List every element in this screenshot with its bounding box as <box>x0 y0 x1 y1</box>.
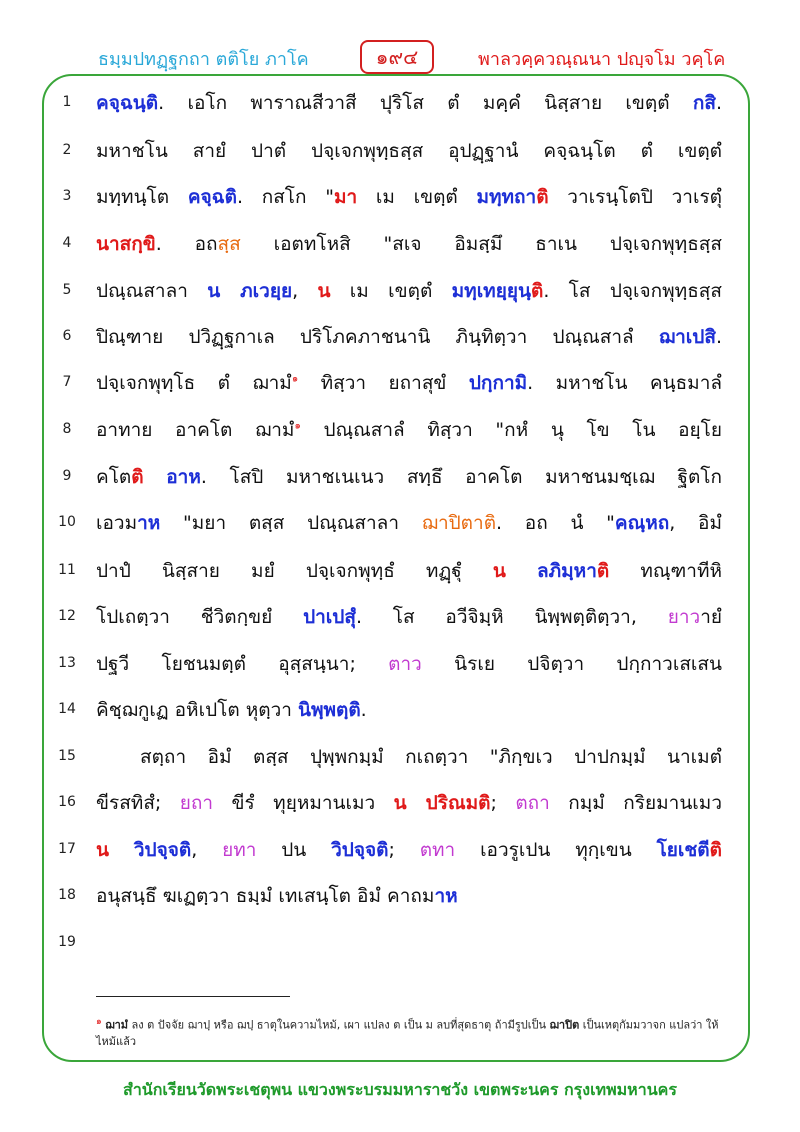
text: . <box>360 699 367 721</box>
keyword-red: น <box>317 280 331 302</box>
text-line-9 <box>96 462 722 492</box>
keyword: คจฺฉนฺติ <box>96 92 159 114</box>
footnote-term: ฌาปิต <box>549 1018 580 1032</box>
text-line-15 <box>96 742 722 772</box>
keyword-magenta: ตาว <box>388 653 422 675</box>
text: เอวรูเปน ทุกฺเขน <box>455 839 657 861</box>
keyword-magenta: ตถา <box>515 792 550 814</box>
text: , อิมํ <box>669 512 722 534</box>
text-line-14 <box>96 695 722 725</box>
text-line-2 <box>96 136 722 166</box>
text: โปเถตฺวา ชีวิตกฺขยํ <box>96 606 304 628</box>
text-line-13 <box>96 649 722 679</box>
footnote-text: เป็นเหตุกัมมวาจก แปลว่า ให้ไหม้แล้ว <box>96 1018 719 1048</box>
keyword-red: น <box>96 839 109 861</box>
footnote-text: ลง ต ปัจจัย ฌาปฺ หรือ ฌปฺ ธาตุในความไหม้, เผา แปลง ต เป็น ม ลบที่สุดธาตุ ถ้ามีรูปเป็น <box>128 1018 550 1032</box>
header-title-left: ธมฺมปทฏฺฐกถา ตติโย ภาโค <box>98 49 309 70</box>
keyword-red: ติ <box>709 839 722 861</box>
keyword-orange: ฌาปิตาติ <box>421 512 497 534</box>
text: ขีรสทิสํ; <box>96 792 180 814</box>
text: เอวม <box>96 512 138 534</box>
text: คโต <box>96 466 132 488</box>
text: ปน <box>256 839 332 861</box>
text: นิรเย ปจิตฺวา ปกฺกาวเสเสน <box>421 653 722 675</box>
text-line-4 <box>96 229 722 259</box>
line-number: 10 <box>58 514 76 530</box>
keyword: กสิ <box>692 92 716 114</box>
text-line-3 <box>96 182 722 212</box>
keyword-orange: สฺส <box>217 233 241 255</box>
text-line-5 <box>96 276 722 306</box>
text: . <box>715 326 722 348</box>
page-number-box: ๑๙๔ <box>360 40 434 74</box>
header-title-right: พาลวคฺควณฺณนา ปญฺจโม วคฺโค <box>478 49 726 70</box>
text: อนุสนฺธึ ฆเฏตฺวา ธมฺมํ เทเสนฺโต อิมํ คาถม <box>96 885 435 907</box>
text: สตฺถา อิมํ ตสฺส ปุพฺพกมฺมํ กเถตฺวา "ภิกฺขเว ปาปกมฺมํ นาเมตํ <box>140 746 722 768</box>
text-line-6 <box>96 322 722 352</box>
text: . มหาชโน คนฺธมาลํ <box>527 372 723 394</box>
text: . กสโก " <box>236 186 334 208</box>
text: . อถ นํ " <box>496 512 615 534</box>
keyword-red: มา <box>333 186 358 208</box>
keyword: อาห <box>166 466 201 488</box>
keyword: าห <box>137 512 161 534</box>
keyword-red: น ปริณมติ <box>393 792 491 814</box>
text: . โส อวีจิมฺหิ นิพฺพตฺติตฺวา, <box>355 606 668 628</box>
keyword: าห <box>434 885 458 907</box>
keyword-magenta: ตทา <box>419 839 456 861</box>
line-number: 7 <box>62 374 72 390</box>
footnote-term: ฌามํ <box>105 1018 129 1032</box>
text: ทณฺฑาทีหิ <box>609 560 722 582</box>
text <box>109 839 134 861</box>
text: กมฺมํ กริยมานเมว <box>549 792 722 814</box>
footnote <box>96 1014 726 1050</box>
keyword: น ภเวยฺย <box>207 280 293 302</box>
keyword-red: ติ <box>131 466 144 488</box>
text: เม เขตฺตํ <box>330 280 452 302</box>
text: เอตทโหสิ "สเจ อิมสฺมึ ธาเน ปจฺเจกพุทฺธสฺส <box>240 233 722 255</box>
text: เม เขตฺตํ <box>357 186 477 208</box>
line-number: 1 <box>62 94 72 110</box>
text: ายํ <box>700 606 722 628</box>
keyword-red: น <box>492 560 506 582</box>
text: อาทาย อาคโต ฌามํ <box>96 419 295 441</box>
text-line-10 <box>96 508 722 538</box>
text: , <box>292 280 318 302</box>
text-line-12 <box>96 602 722 632</box>
text: ปาปํ นิสฺสาย มยํ ปจฺเจกพุทฺธํ ทฏฺฐุํ <box>96 560 493 582</box>
text: . เอโก พาราณสีวาสี ปุริโส ตํ มคฺคํ นิสฺสาย เขตฺตํ <box>158 92 693 114</box>
keyword-magenta: ยทา <box>222 839 257 861</box>
text: "มยา ตสฺส ปณฺณสาลา <box>160 512 422 534</box>
keyword-red: นาสกฺขิ <box>96 233 156 255</box>
line-number: 2 <box>62 142 72 158</box>
text <box>144 466 167 488</box>
line-number: 12 <box>58 608 76 624</box>
text: ปิณฺฑาย ปวิฏฺฐกาเล ปริโภคภาชนานิ ภินฺทิตฺวา ปณฺณสาลํ <box>96 326 659 348</box>
keyword-red: ติ <box>530 280 544 302</box>
text: . <box>715 92 722 114</box>
line-number: 15 <box>58 748 76 764</box>
line-number: 9 <box>62 468 72 484</box>
text: ปฐวี โยชนมตฺตํ อุสฺสนฺนา; <box>96 653 389 675</box>
text: ทิสฺวา ยถาสุขํ <box>298 372 469 394</box>
keyword: นิพฺพตฺติ <box>297 699 361 721</box>
keyword-magenta: ยถา <box>179 792 214 814</box>
line-number: 4 <box>62 235 72 251</box>
keyword: คณฺหถ <box>614 512 670 534</box>
line-number: 5 <box>62 282 72 298</box>
line-number: 3 <box>62 188 72 204</box>
footnote-marker: ๑ <box>294 420 301 432</box>
text: มทฺทนฺโต <box>96 186 188 208</box>
keyword-red: ติ <box>536 186 549 208</box>
text: ; <box>388 839 420 861</box>
line-number: 6 <box>62 328 72 344</box>
line-number: 11 <box>58 562 76 578</box>
text: มหาชโน สายํ ปาตํ ปจฺเจกพุทฺธสฺส อุปฏฺฐานํ คจฺฉนฺโต ตํ เขตฺตํ <box>96 140 722 162</box>
text: ปจฺเจกพุทฺโธ ตํ ฌามํ <box>96 372 292 394</box>
text: คิชฺฌกูเฏ อหิเปโต หุตฺวา <box>96 699 298 721</box>
text-line-18 <box>96 881 722 911</box>
page-footer: สำนักเรียนวัดพระเชตุพน แขวงพระบรมมหาราชวัง เขตพระนคร กรุงเทพมหานคร <box>123 1080 677 1099</box>
text: วาเรนฺโตปิ วาเรตุํ <box>548 186 722 208</box>
keyword: มทฺทถา <box>476 186 537 208</box>
keyword: ปาเปสุํ <box>303 606 356 628</box>
footnote-rule <box>96 996 290 997</box>
keyword: ลภิมฺหา <box>536 560 597 582</box>
keyword: ปกฺกามิ <box>468 372 528 394</box>
keyword: วิปจฺจติ <box>133 839 192 861</box>
text: ปณฺณสาลํ ทิสฺวา "กหํ นุ โข โน อยฺโย <box>300 419 723 441</box>
line-number: 17 <box>58 841 76 857</box>
keyword: ฌาเปสิ <box>658 326 716 348</box>
text-line-1 <box>96 88 722 118</box>
line-number: 16 <box>58 794 76 810</box>
footnote-marker: ๑ <box>291 373 299 385</box>
text-line-16 <box>96 788 722 818</box>
line-number: 18 <box>58 887 76 903</box>
text: ปณฺณสาลา <box>96 280 208 302</box>
text: . โสปิ มหาชเนเนว สทฺธึ อาคโต มหาชนมชฺเฌ ฐิตโก <box>200 466 722 488</box>
line-number: 13 <box>58 655 76 671</box>
text-line-8 <box>96 415 722 445</box>
text: . อถ <box>155 233 218 255</box>
keyword: โยเชตี <box>656 839 710 861</box>
text: , <box>191 839 223 861</box>
text <box>506 560 537 582</box>
keyword-red: ติ <box>596 560 610 582</box>
keyword: วิปจฺจติ <box>331 839 389 861</box>
keyword: คจฺฉติ <box>187 186 237 208</box>
keyword: มทฺเทยฺยุนฺ <box>451 280 531 302</box>
text-line-11 <box>96 556 722 586</box>
text: ; <box>490 792 516 814</box>
keyword-magenta: ยาว <box>667 606 701 628</box>
text-line-7 <box>96 368 722 398</box>
text: . โส ปจฺเจกพุทฺธสฺส <box>543 280 722 302</box>
footnote-marker: ๑ <box>96 1017 102 1027</box>
text-line-17 <box>96 835 722 865</box>
line-number: 14 <box>58 701 76 717</box>
text: ขีรํ ทุยฺหมานเมว <box>213 792 394 814</box>
line-number: 8 <box>62 421 72 437</box>
line-number: 19 <box>58 934 76 950</box>
